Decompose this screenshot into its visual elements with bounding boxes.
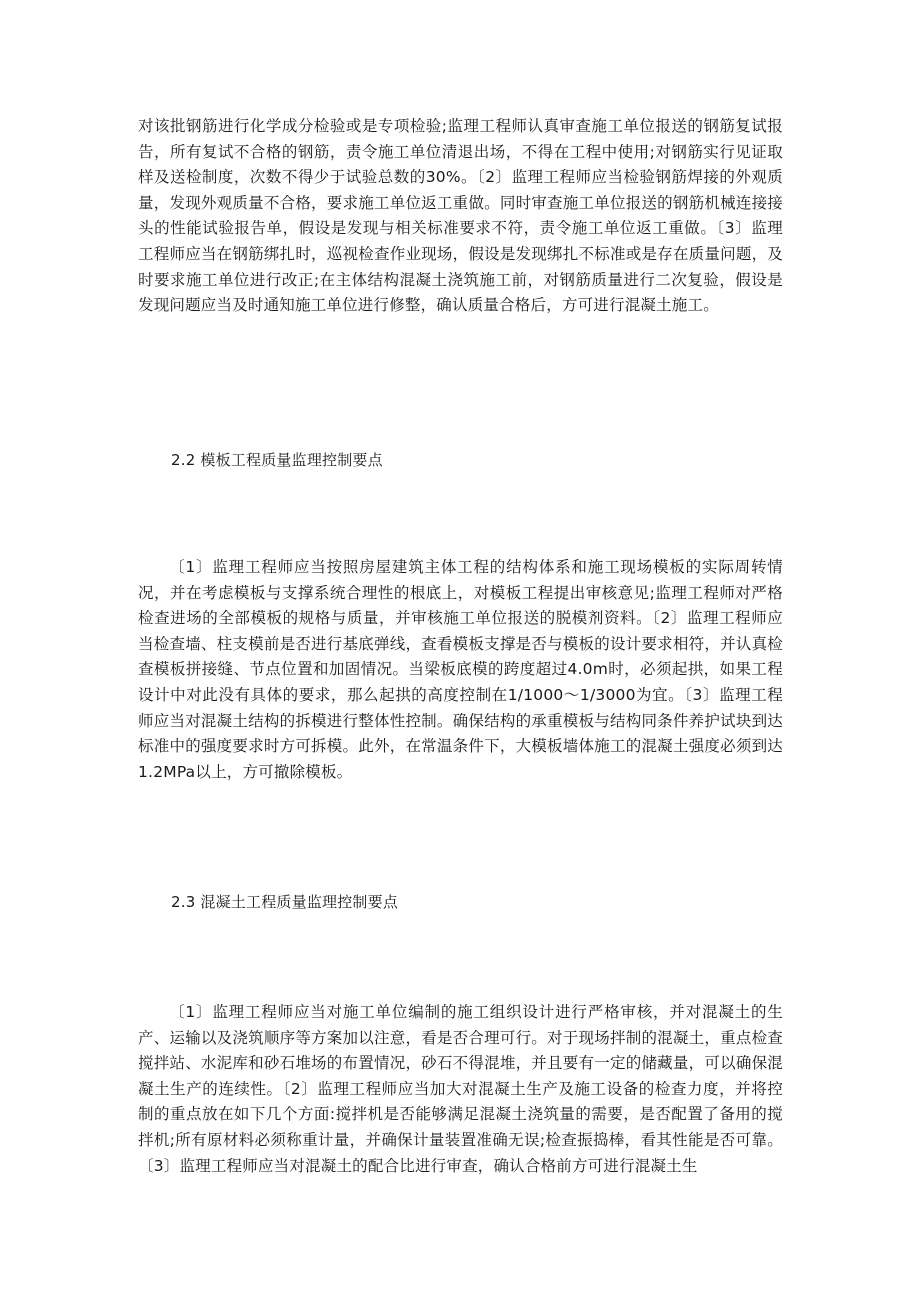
paragraph-rebar-inspection: 对该批钢筋进行化学成分检验或是专项检验;监理工程师认真审查施工单位报送的钢筋复试报告，所有复试不合格的钢筋，责令施工单位清退出场，不得在工程中使用;对钢筋实行见证取样及送检制度，次数不得少于试验总数的30%。〔2〕监理工程师应当检验钢筋焊接的外观质量，发现外观质量不合格，要求施工单位返工重做。同时审查施工单位报送的钢筋机械连接接头的性能试验报告单，假设是发现与相关标准要求不符，责令施工单位返工重做。〔3〕监理工程师应当在钢筋绑扎时，巡视检查作业现场，假设是发现绑扎不标准或是存在质量问题，及时要求施工单位进行改正;在主体结构混凝土浇筑施工前，对钢筋质量进行二次复验，假设是发现问题应当及时通知施工单位进行修整，确认质量合格后，方可进行混凝土施工。 xyxy=(138,117,783,315)
paragraph-formwork-control: 〔1〕监理工程师应当按照房屋建筑主体工程的结构体系和施工现场模板的实际周转情况，并在考虑模板与支撑系统合理性的根底上，对模板工程提出审核意见;监理工程师对严格检查进场的全部模板的规格与质量，并审核施工单位报送的脱模剂资料。〔2〕监理工程师应当检查墙、柱支模前是否进行基底弹线，查看模板支撑是否与模板的设计要求相符，并认真检查模板拼接缝、节点位置和加固情况。当梁板底模的跨度超过4.0m时，必须起拱，如果工程设计中对此没有具体的要求，那么起拱的高度控制在1/1000～1/3000为宜。〔3〕监理工程师应当对混凝土结构的拆模进行整体性控制。确保结构的承重模板与结构同条件养护试块到达标准中的强度要求时方可拆模。此外，在常温条件下，大模板墙体施工的混凝土强度必须到达1.2MPa以上，方可撤除模板。 xyxy=(138,558,783,781)
paragraph-concrete-control: 〔1〕监理工程师应当对施工单位编制的施工组织设计进行严格审核，并对混凝土的生产、运输以及浇筑顺序等方案加以注意，看是否合理可行。对于现场拌制的混凝土，重点检查搅拌站、水泥库和砂石堆场的布置情况，砂石不得混堆，并且要有一定的储藏量，可以确保混凝土生产的连续性。〔2〕监理工程师应当加大对混凝土生产及施工设备的检查力度，并将控制的重点放在如下几个方面:搅拌机是否能够满足混凝土浇筑量的需要，是否配置了备用的搅拌机;所有原材料必须称重计量，并确保计量装置准确无误;检查振捣棒，看其性能是否可靠。〔3〕监理工程师应当对混凝土的配合比进行审查，确认合格前方可进行混凝土生 xyxy=(138,1003,783,1175)
section-heading-2-3: 2.3 混凝土工程质量监理控制要点 xyxy=(171,893,399,911)
section-heading-2-2: 2.2 模板工程质量监理控制要点 xyxy=(171,451,383,469)
